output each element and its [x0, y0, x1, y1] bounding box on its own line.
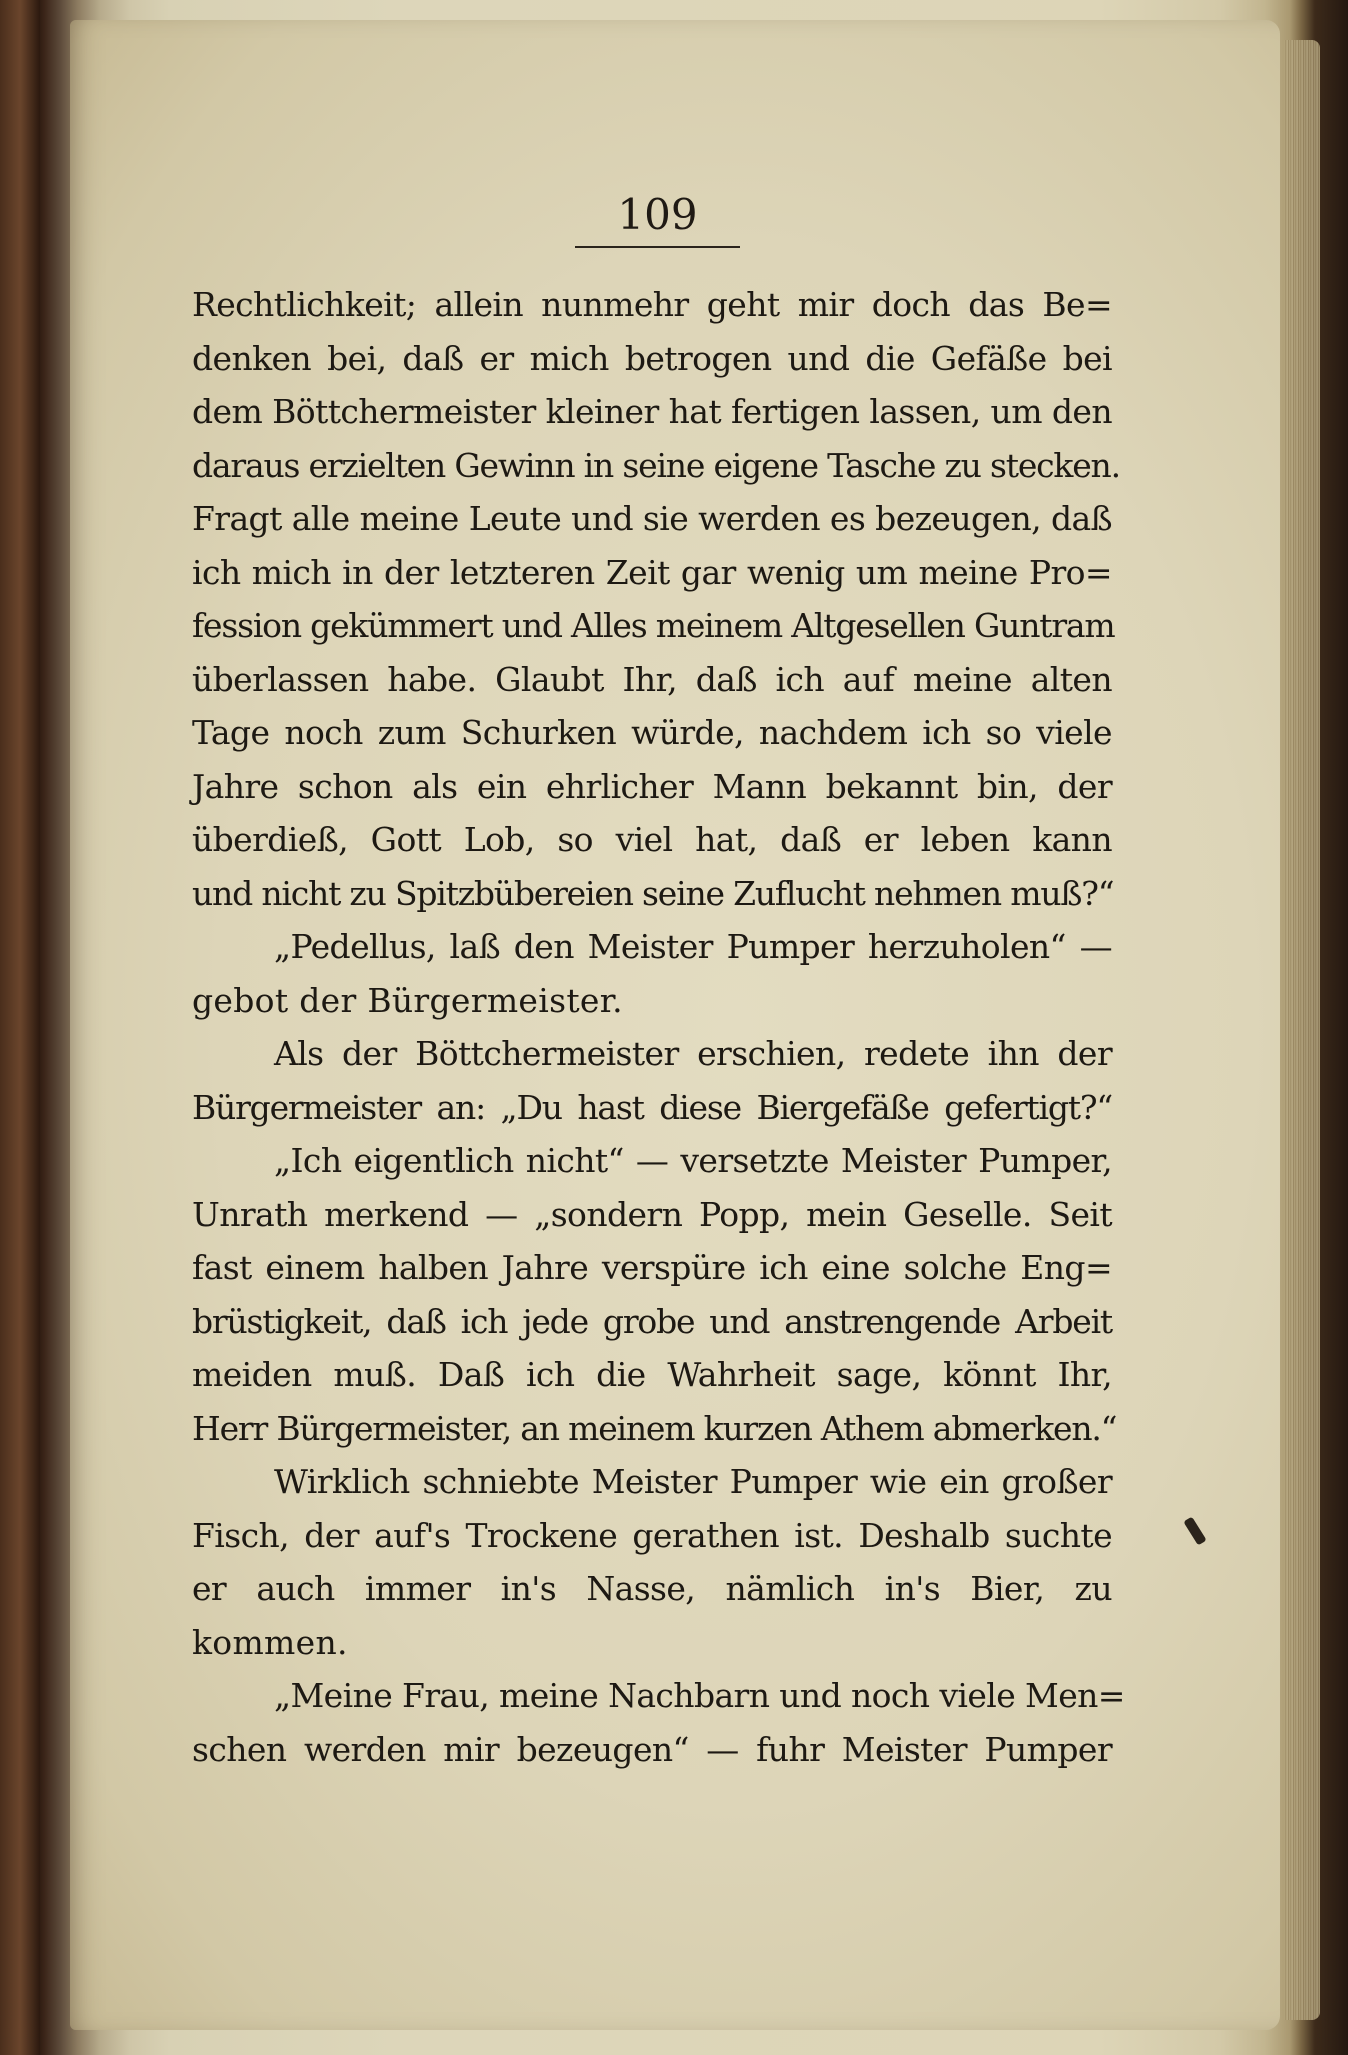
text-line: meiden muß. Daß ich die Wahrheit sage, könnt Ihr,	[192, 1355, 1112, 1394]
text-line: daraus erzielten Gewinn in seine eigene Tasche zu stecken.	[192, 445, 1120, 485]
text-line: denken bei, daß er mich betrogen und die Gefäße bei	[192, 338, 1112, 378]
text-line: Als der Böttchermeister erschien, redete ihn der	[274, 1034, 1112, 1073]
text-line: er auch immer in's Nasse, nämlich in's Bier, zu	[192, 1569, 1112, 1608]
text-line: Herr Bürgermeister, an meinem kurzen Athem abmerken.“	[192, 1408, 1117, 1448]
text-line: fast einem halben Jahre verspüre ich eine solche Eng=	[192, 1248, 1112, 1287]
header-rule	[575, 246, 740, 248]
text-line: Jahre schon als ein ehrlicher Mann bekannt bin, der	[192, 766, 1112, 806]
text-line: überdieß, Gott Lob, so viel hat, daß er leben kann	[192, 820, 1112, 859]
text-line: „Ich eigentlich nicht“ — versetzte Meister Pumper,	[274, 1141, 1112, 1180]
text-line: Tage noch zum Schurken würde, nachdem ich so viele	[192, 713, 1112, 752]
text-line: ich mich in der letzteren Zeit gar wenig um meine Pro=	[192, 552, 1112, 592]
page-edges-stack	[1284, 40, 1320, 2020]
text-line: Unrath merkend — „sondern Popp, mein Geselle. Seit	[192, 1194, 1112, 1234]
text-line: Fragt alle meine Leute und sie werden es bezeugen, daß	[192, 499, 1112, 538]
ink-mark	[1183, 1516, 1206, 1545]
text-line: gebot der Bürgermeister.	[192, 980, 623, 1020]
body-text	[192, 278, 1125, 1776]
previous-page-edge	[0, 0, 40, 2055]
text-line: Bürgermeister an: „Du hast diese Biergefäße gefertigt?“	[192, 1087, 1112, 1127]
text-line: und nicht zu Spitzbübereien seine Zuflucht nehmen muß?“	[192, 873, 1114, 913]
text-line: schen werden mir bezeugen“ — fuhr Meister Pumper	[192, 1729, 1112, 1769]
text-line: kommen.	[192, 1622, 348, 1662]
text-line: Rechtlichkeit; allein nunmehr geht mir doch das Be=	[192, 285, 1112, 324]
page-number: 109	[617, 190, 698, 239]
text-line: Wirklich schniebte Meister Pumper wie ein großer	[274, 1462, 1112, 1501]
text-line: „Pedellus, laß den Meister Pumper herzuholen“ —	[274, 927, 1112, 966]
text-line: Fisch, der auf's Trockene gerathen ist. Deshalb suchte	[192, 1515, 1112, 1555]
text-line: überlassen habe. Glaubt Ihr, daß ich auf meine alten	[192, 659, 1112, 699]
text-line: brüstigkeit, daß ich jede grobe und anstrengende Arbeit	[192, 1301, 1112, 1341]
text-line: „Meine Frau, meine Nachbarn und noch viele Men=	[274, 1676, 1125, 1715]
text-line: fession gekümmert und Alles meinem Altgesellen Guntram	[192, 606, 1115, 645]
book-page	[70, 20, 1280, 2030]
text-line: dem Böttchermeister kleiner hat fertigen lassen, um den	[192, 392, 1112, 431]
